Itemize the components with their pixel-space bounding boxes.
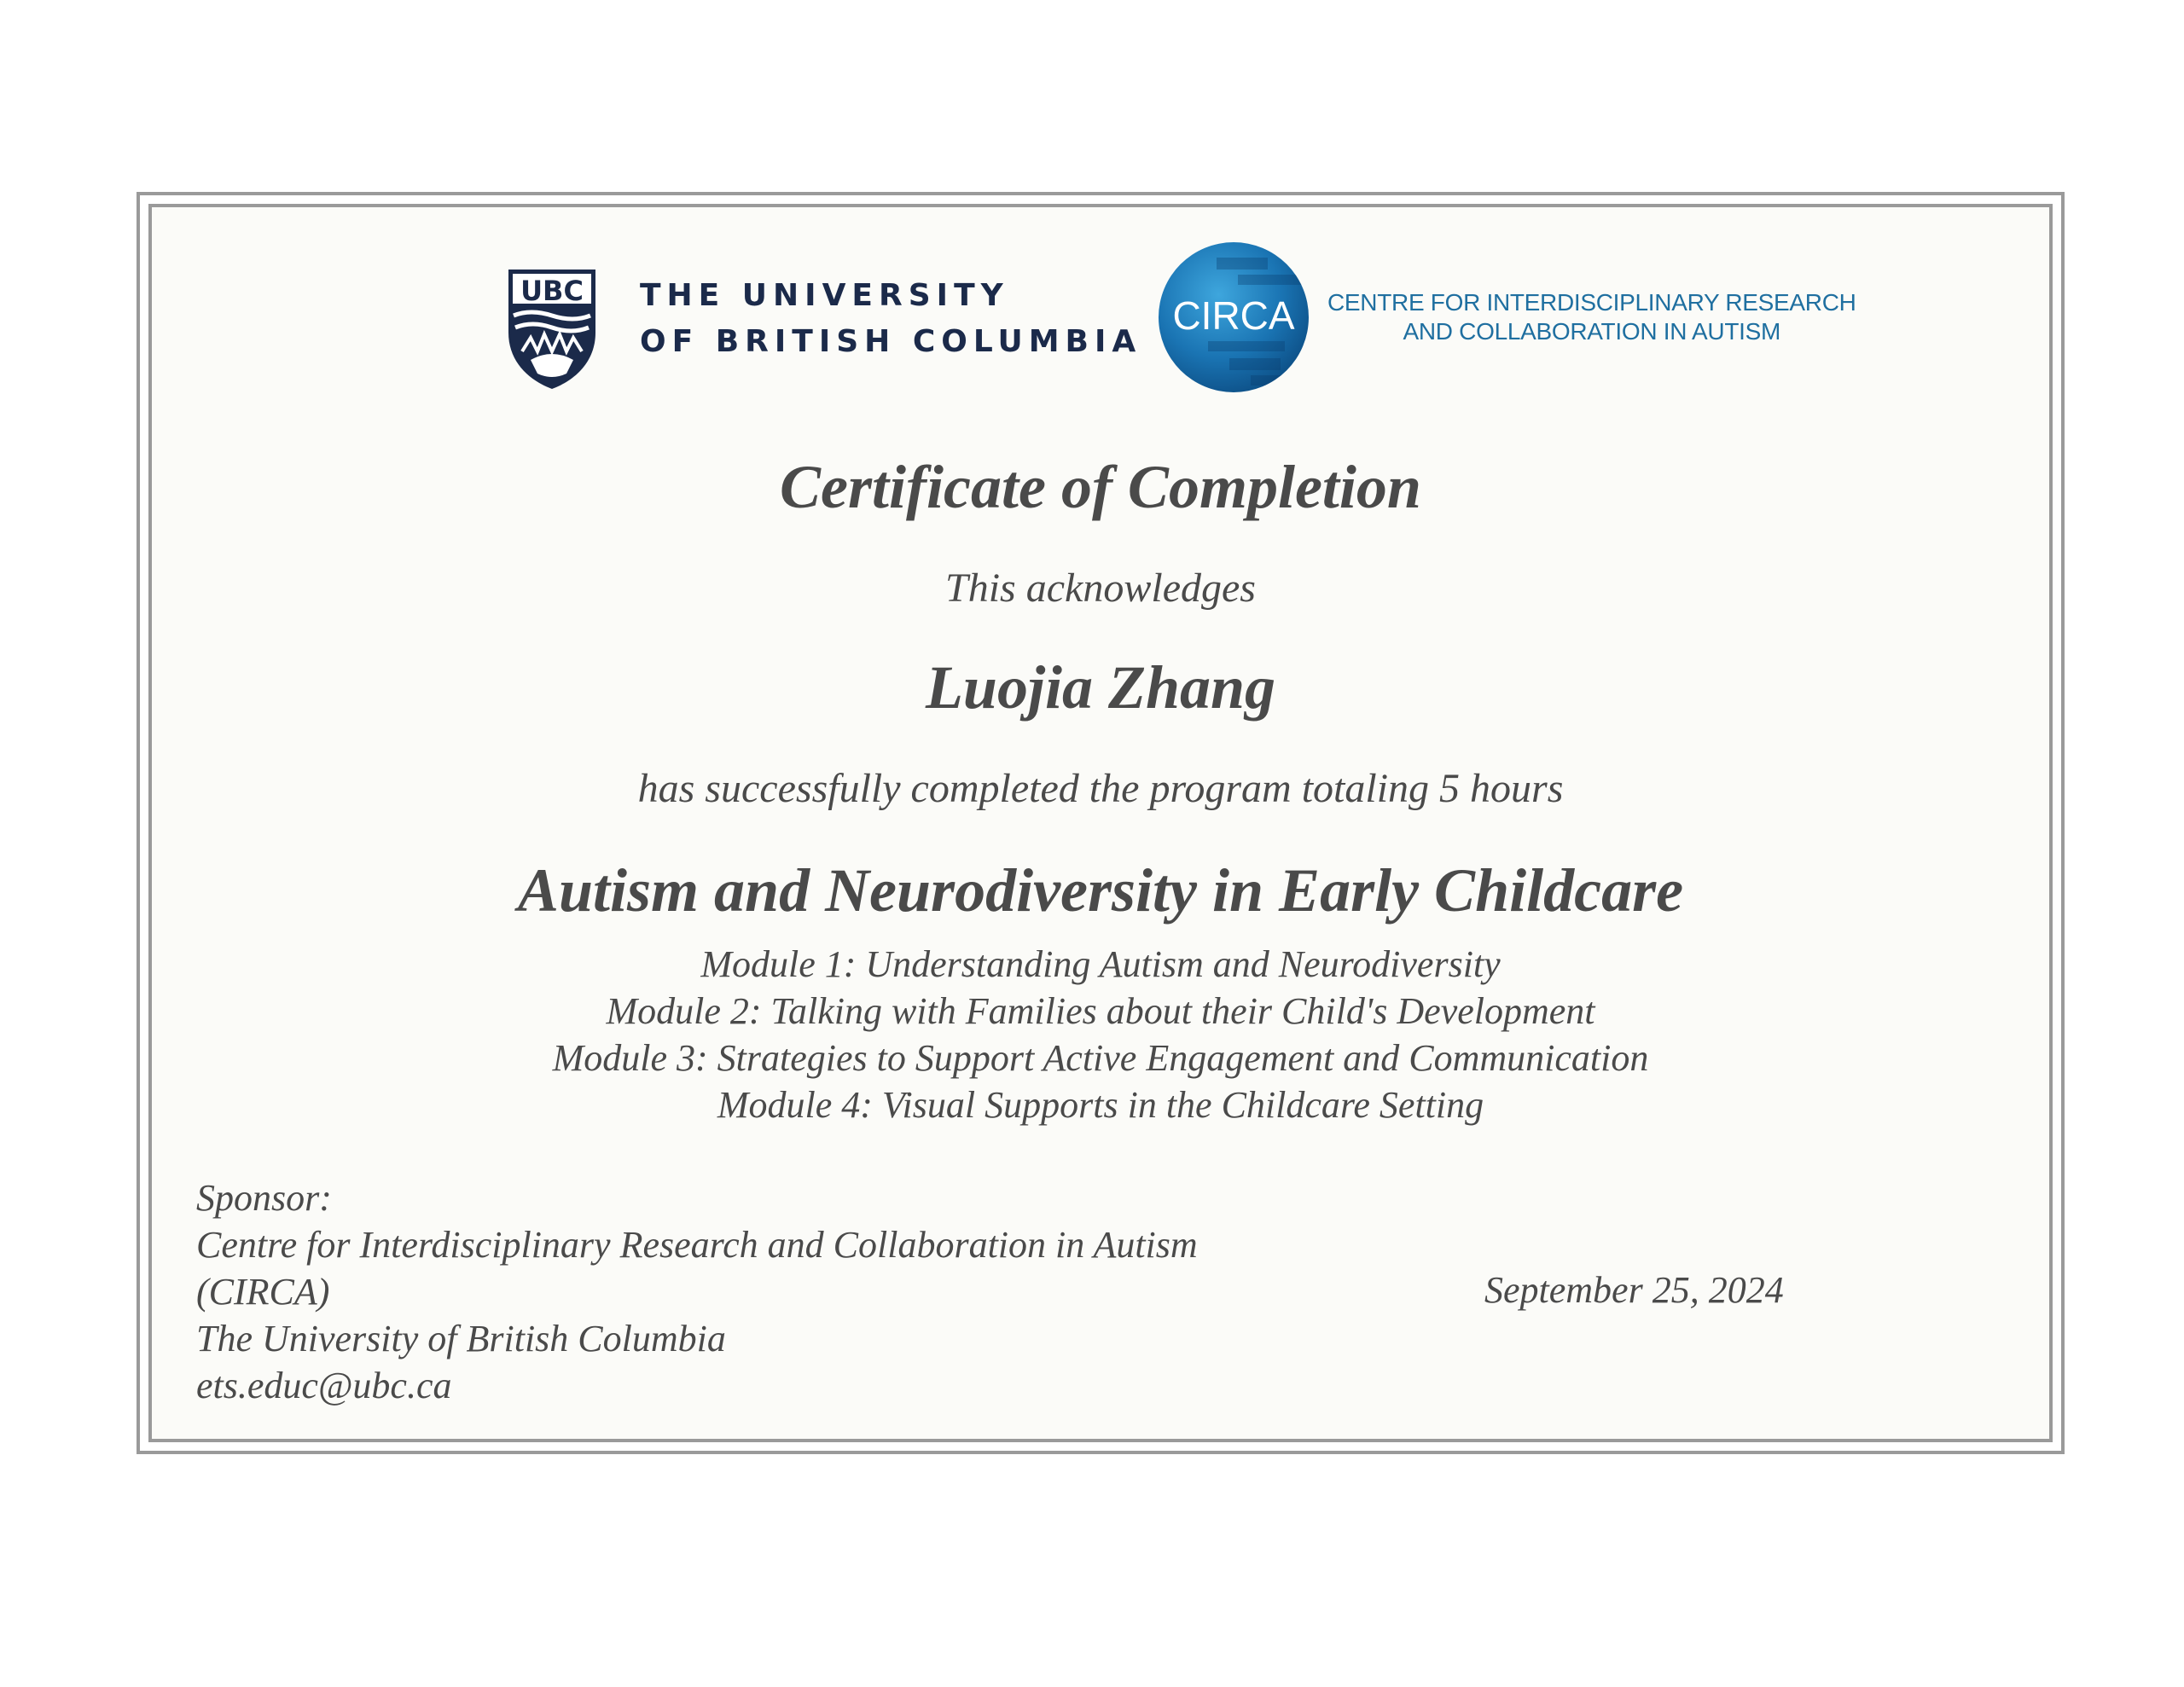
completion-date: September 25, 2024 bbox=[1484, 1269, 1784, 1311]
sponsor-email: ets.educ@ubc.ca bbox=[196, 1365, 452, 1406]
circa-circle-text: CIRCA bbox=[1172, 293, 1295, 338]
acknowledges-text: This acknowledges bbox=[945, 565, 1256, 611]
ubc-name bbox=[640, 273, 1141, 365]
ubc-crest-icon bbox=[505, 266, 599, 392]
module-list bbox=[148, 941, 2053, 1128]
program-title: Autism and Neurodiversity in Early Childcare bbox=[517, 856, 1684, 925]
completion-statement: has successfully completed the program totaling 5 hours bbox=[637, 766, 1564, 811]
circa-name bbox=[1327, 288, 1856, 346]
sponsor-label: Sponsor: bbox=[196, 1177, 332, 1219]
sponsor-line: (CIRCA) bbox=[196, 1271, 330, 1313]
ubc-name-line1: THE UNIVERSITY bbox=[640, 278, 1009, 313]
ubc-crest-text: UBC bbox=[520, 275, 584, 307]
ubc-logo bbox=[505, 266, 1142, 394]
recipient-name: Luojia Zhang bbox=[925, 653, 1276, 722]
sponsor-block bbox=[196, 1174, 1198, 1409]
sponsor-line: Centre for Interdisciplinary Research and Collaboration in Autism bbox=[196, 1224, 1198, 1266]
module-item: Module 4: Visual Supports in the Childcare Setting bbox=[717, 1084, 1484, 1126]
circa-circle-icon bbox=[1157, 241, 1310, 394]
module-item: Module 3: Strategies to Support Active Engagement and Communication bbox=[552, 1037, 1649, 1079]
circa-name-line2: AND COLLABORATION IN AUTISM bbox=[1403, 318, 1781, 345]
sponsor-line: The University of British Columbia bbox=[196, 1318, 726, 1359]
certificate-title: Certificate of Completion bbox=[780, 453, 1421, 521]
module-item: Module 2: Talking with Families about their Child's Development bbox=[606, 990, 1595, 1032]
circa-name-line1: CENTRE FOR INTERDISCIPLINARY RESEARCH bbox=[1327, 289, 1856, 316]
module-item: Module 1: Understanding Autism and Neurodiversity bbox=[700, 943, 1501, 985]
ubc-name-line2: OF BRITISH COLUMBIA bbox=[640, 324, 1142, 359]
circa-logo bbox=[1157, 241, 1856, 398]
